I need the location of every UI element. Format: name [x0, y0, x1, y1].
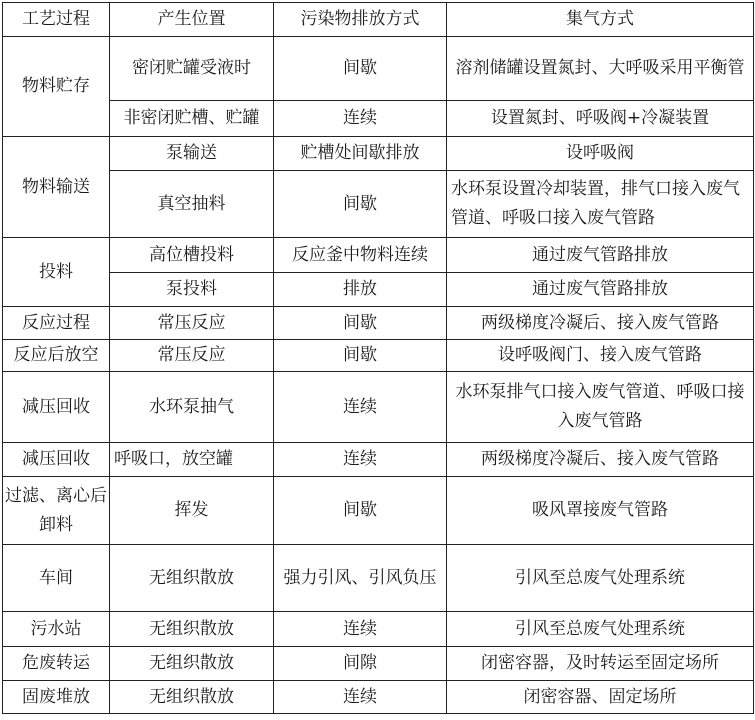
emission-cell: 间歇	[274, 171, 447, 238]
header-collection: 集气方式	[447, 3, 754, 37]
header-emission: 污染物排放方式	[274, 3, 447, 37]
collection-cell: 通过废气管路排放	[447, 238, 754, 273]
emission-cell: 间歇	[274, 340, 447, 372]
location-cell: 常压反应	[110, 340, 274, 372]
process-cell: 车间	[3, 545, 110, 612]
location-cell: 泵投料	[110, 273, 274, 307]
location-cell: 常压反应	[110, 307, 274, 340]
emission-cell: 连续	[274, 681, 447, 714]
table-row	[3, 372, 754, 443]
table-row	[3, 681, 754, 714]
location-cell: 密闭贮罐受液时	[110, 37, 274, 101]
collection-cell: 引风至总废气处理系统	[447, 612, 754, 647]
process-cell: 危废转运	[3, 647, 110, 681]
table-row	[3, 307, 754, 340]
table-row	[3, 340, 754, 372]
emission-cell: 间歇	[274, 37, 447, 101]
process-cell: 物料输送	[3, 137, 110, 238]
emission-cell: 间歇	[274, 477, 447, 545]
process-cell: 污水站	[3, 612, 110, 647]
location-cell: 水环泵抽气	[110, 372, 274, 443]
collection-cell: 两级梯度冷凝后、接入废气管路	[447, 307, 754, 340]
table-row	[3, 273, 754, 307]
collection-cell: 通过废气管路排放	[447, 273, 754, 307]
location-cell: 无组织散放	[110, 681, 274, 714]
collection-cell: 吸风罩接废气管路	[447, 477, 754, 545]
process-cell: 减压回收	[3, 372, 110, 443]
table-row	[3, 137, 754, 171]
location-cell: 非密闭贮槽、贮罐	[110, 101, 274, 137]
emission-cell: 间隙	[274, 647, 447, 681]
collection-cell: 溶剂储罐设置氮封、大呼吸采用平衡管	[447, 37, 754, 101]
header-process: 工艺过程	[3, 3, 110, 37]
collection-cell: 水环泵设置冷却装置，排气口接入废气管道、呼吸口接入废气管路	[447, 171, 754, 238]
collection-cell: 设呼吸阀	[447, 137, 754, 171]
table-row	[3, 612, 754, 647]
emission-collection-table	[2, 2, 754, 714]
process-cell: 固废堆放	[3, 681, 110, 714]
collection-cell: 闭密容器、固定场所	[447, 681, 754, 714]
table-row	[3, 37, 754, 101]
table-row	[3, 238, 754, 273]
collection-cell: 设呼吸阀门、接入废气管路	[447, 340, 754, 372]
emission-cell: 强力引风、引风负压	[274, 545, 447, 612]
emission-cell: 间歇	[274, 307, 447, 340]
location-cell: 无组织散放	[110, 545, 274, 612]
process-cell: 反应过程	[3, 307, 110, 340]
collection-cell: 引风至总废气处理系统	[447, 545, 754, 612]
table-row	[3, 647, 754, 681]
emission-cell: 连续	[274, 612, 447, 647]
collection-cell: 设置氮封、呼吸阀+冷凝装置	[447, 101, 754, 137]
process-cell: 反应后放空	[3, 340, 110, 372]
table-row	[3, 443, 754, 477]
table-row	[3, 477, 754, 545]
table-row	[3, 545, 754, 612]
emission-cell: 连续	[274, 443, 447, 477]
header-location: 产生位置	[110, 3, 274, 37]
header-row	[3, 3, 754, 37]
emission-cell: 贮槽处间歇排放	[274, 137, 447, 171]
emission-cell: 连续	[274, 101, 447, 137]
collection-cell: 水环泵排气口接入废气管道、呼吸口接入废气管路	[447, 372, 754, 443]
location-cell: 高位槽投料	[110, 238, 274, 273]
process-cell: 减压回收	[3, 443, 110, 477]
process-cell: 物料贮存	[3, 37, 110, 137]
location-cell: 无组织散放	[110, 647, 274, 681]
location-cell: 真空抽料	[110, 171, 274, 238]
emission-cell: 连续	[274, 372, 447, 443]
table-row	[3, 101, 754, 137]
process-cell: 过滤、离心后卸料	[3, 477, 110, 545]
location-cell: 泵输送	[110, 137, 274, 171]
table-row	[3, 171, 754, 238]
process-cell: 投料	[3, 238, 110, 307]
location-cell: 挥发	[110, 477, 274, 545]
emission-cell: 反应釜中物料连续	[274, 238, 447, 273]
collection-cell: 闭密容器，及时转运至固定场所	[447, 647, 754, 681]
collection-cell: 两级梯度冷凝后、接入废气管路	[447, 443, 754, 477]
location-cell: 呼吸口，放空罐	[110, 443, 274, 477]
location-cell: 无组织散放	[110, 612, 274, 647]
emission-cell: 排放	[274, 273, 447, 307]
